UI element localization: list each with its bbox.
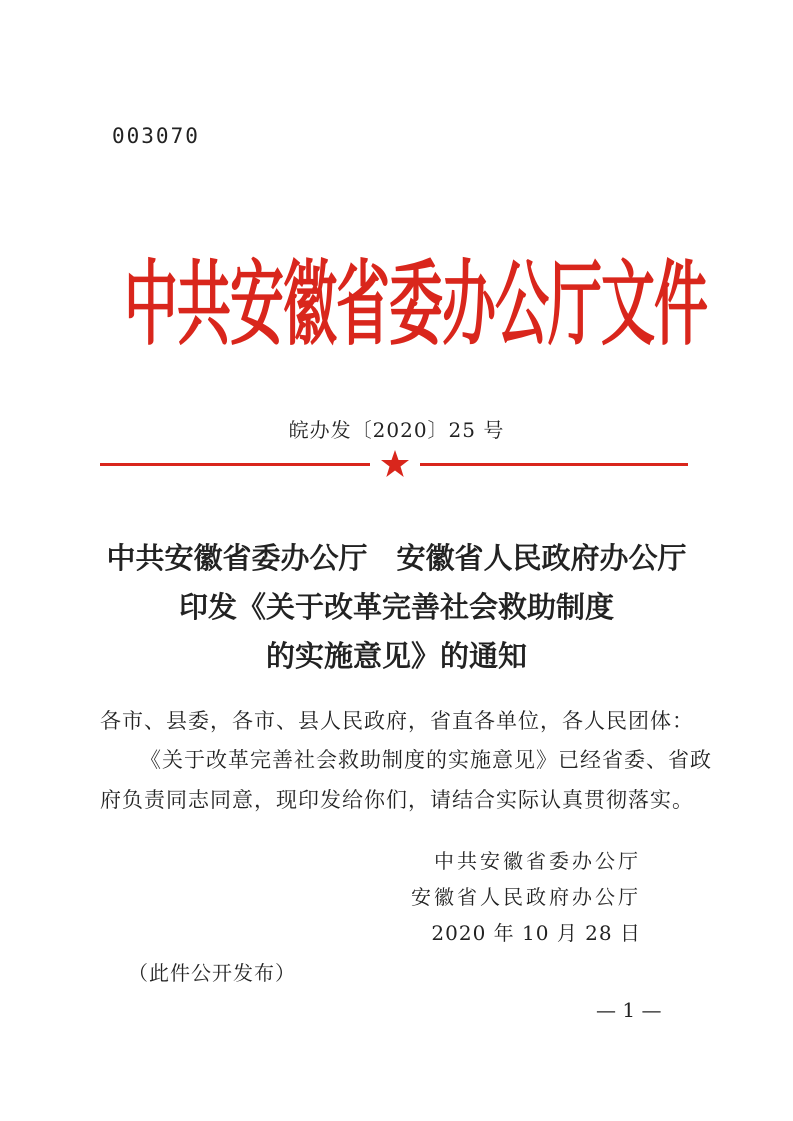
signature-party-office: 中共安徽省委办公厅 xyxy=(434,849,641,873)
document-header-title: 中共安徽省委办公厅文件 xyxy=(124,251,707,359)
issue-date: 2020 年 10 月 28 日 xyxy=(431,921,641,945)
document-title-line-1: 中共安徽省委办公厅 安徽省人民政府办公厅 xyxy=(106,541,687,575)
red-divider-right xyxy=(420,463,688,466)
signature-government-office: 安徽省人民政府办公厅 xyxy=(411,885,641,909)
document-title-line-3: 的实施意见》的通知 xyxy=(265,639,527,673)
document-code: 皖办发〔2020〕25 号 xyxy=(288,418,505,442)
red-divider-left xyxy=(100,463,370,466)
document-serial-number: 003070 xyxy=(112,124,200,148)
red-star-icon xyxy=(380,449,410,479)
body-line-1: 《关于改革完善社会救助制度的实施意见》已经省委、省政 xyxy=(140,748,712,772)
page-number: — 1 — xyxy=(596,998,662,1022)
document-title-line-2: 印发《关于改革完善社会救助制度 xyxy=(178,590,614,624)
addressee: 各市、县委，各市、县人民政府，省直各单位，各人民团体： xyxy=(100,709,694,733)
publication-note: （此件公开发布） xyxy=(128,961,296,985)
body-line-2: 府负责同志同意，现印发给你们，请结合实际认真贯彻落实。 xyxy=(100,788,694,812)
